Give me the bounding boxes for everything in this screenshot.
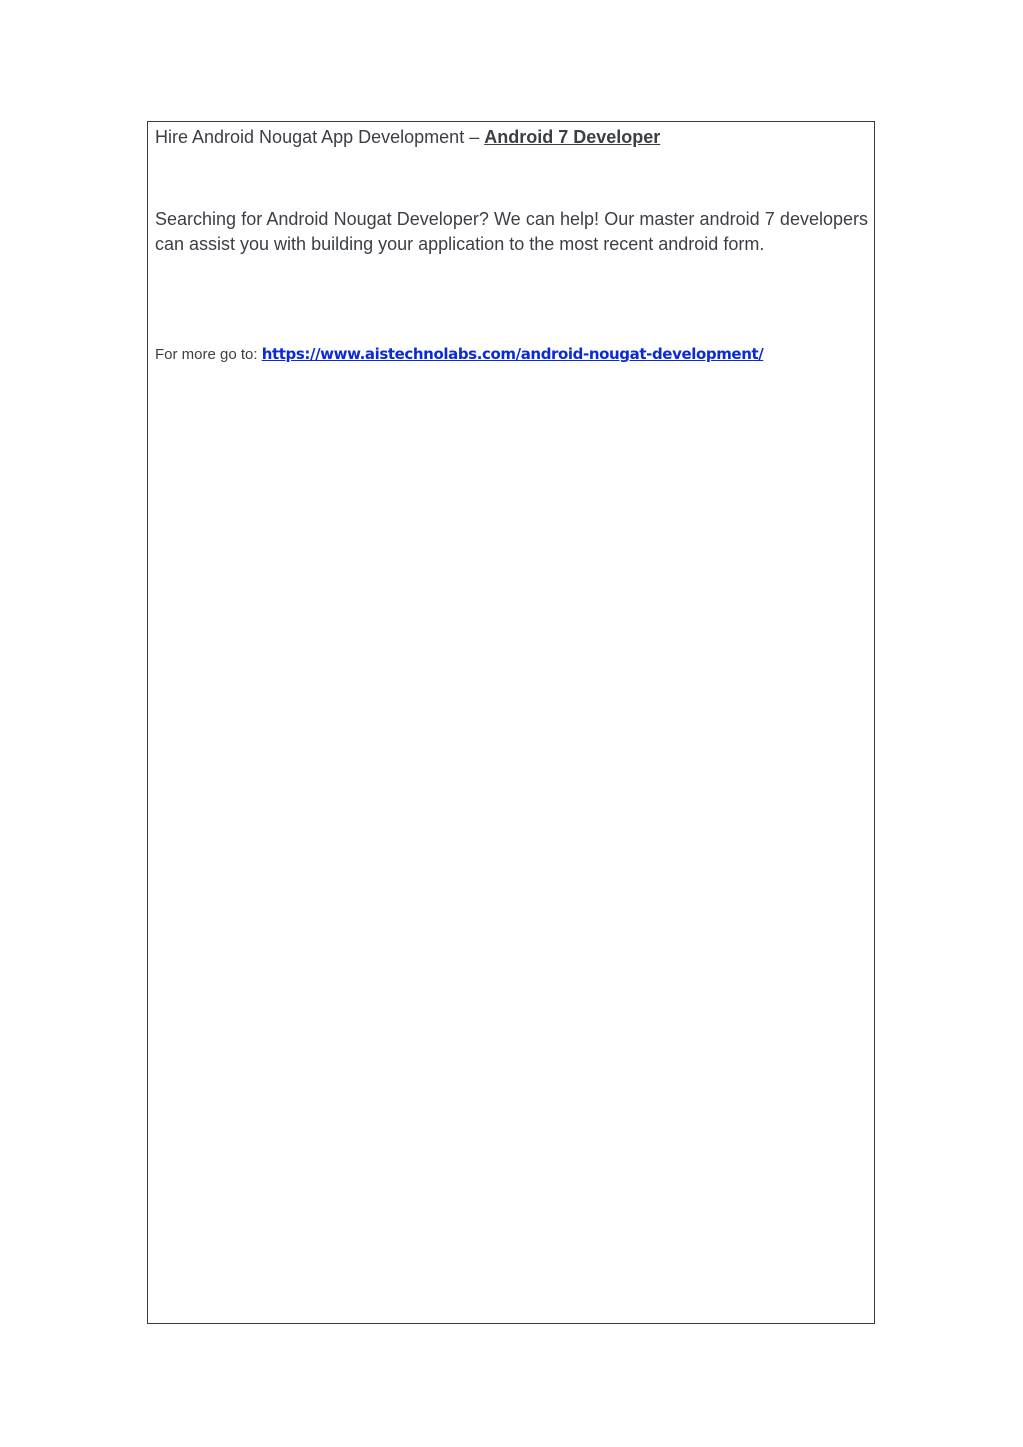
more-info-line	[155, 344, 763, 365]
document-heading	[155, 126, 660, 148]
heading-link-android-7-developer[interactable]: Android 7 Developer	[484, 127, 661, 147]
body-paragraph: Searching for Android Nougat Developer? We can help! Our master android 7 developers can assist you with building your application to the most recent android form.	[155, 209, 868, 254]
heading-text: Hire Android Nougat App Development –	[155, 127, 485, 147]
more-info-label: For more go to:	[155, 346, 262, 363]
website-link[interactable]: https://www.aistechnolabs.com/android-nougat-development/	[261, 345, 764, 363]
document-frame	[147, 121, 875, 1324]
